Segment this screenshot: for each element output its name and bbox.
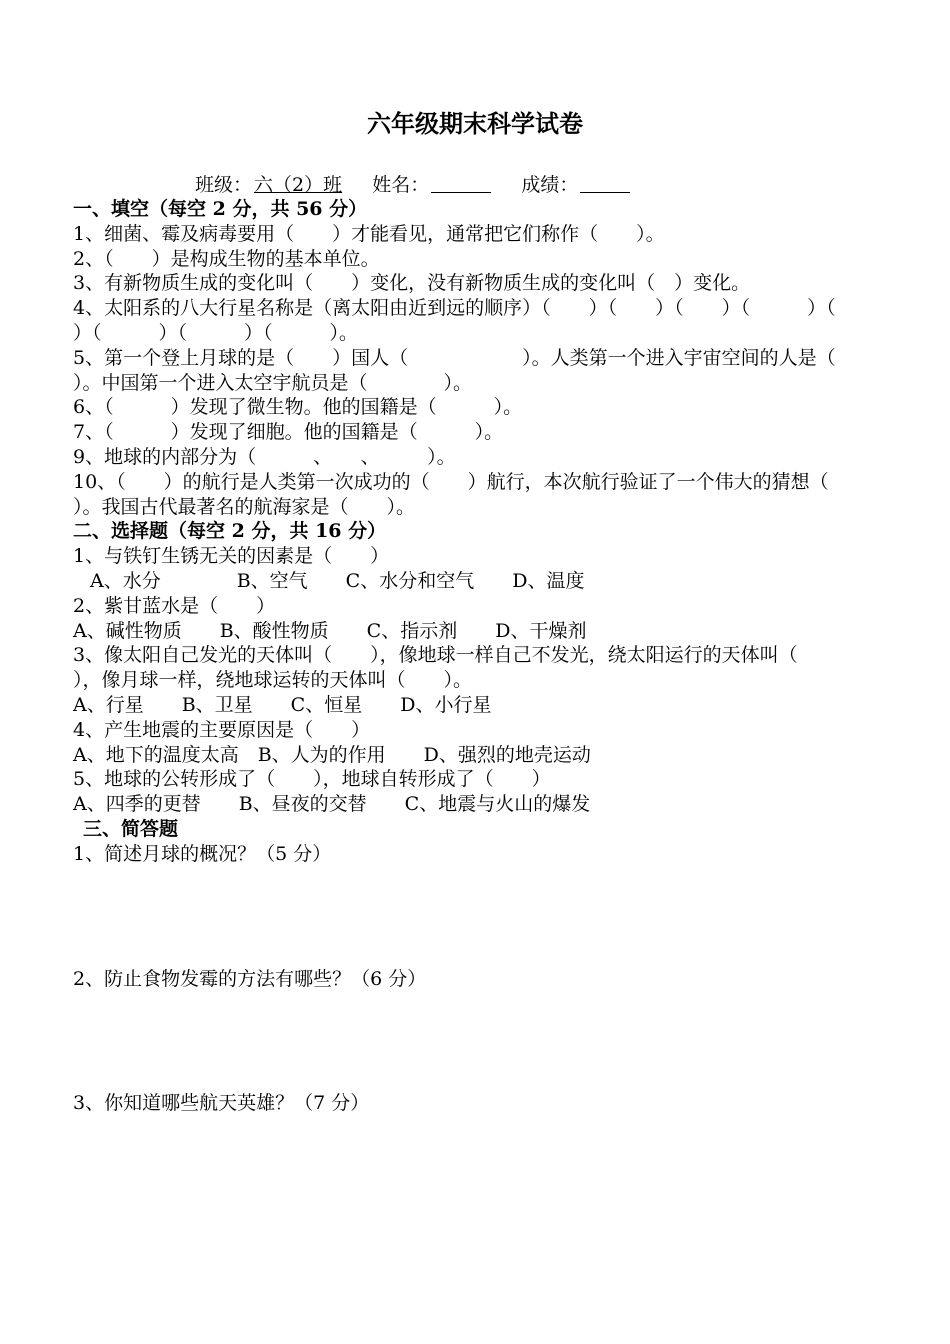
page-title: 六年级期末科学试卷: [367, 109, 583, 138]
choice-options: A、地下的温度太高 B、人为的作用 D、强烈的地壳运动: [73, 743, 591, 766]
answer-space: [73, 991, 893, 1091]
choice-options: A、四季的更替 B、昼夜的交替 C、地震与火山的爆发: [73, 793, 591, 816]
fill-question-continued: ）（ ）（ ）（ ）。: [73, 321, 359, 344]
choice-options: A、行星 B、卫星 C、恒星 D、小行星: [73, 693, 492, 716]
choice-question: 3、像太阳自己发光的天体叫（ ），像地球一样自己不发光，绕太阳运行的天体叫（: [73, 644, 798, 667]
section-3-header: 三、简答题: [83, 817, 179, 840]
class-value: 六（2）班: [254, 174, 343, 196]
fill-question: 1、细菌、霉及病毒要用（ ）才能看见，通常把它们称作（ ）。: [73, 222, 665, 245]
fill-question: 9、地球的内部分为（ 、 、 ）。: [73, 445, 456, 468]
short-answer-question: 1、简述月球的概况？（5 分）: [73, 842, 332, 865]
choice-options: A、碱性物质 B、酸性物质 C、指示剂 D、干燥剂: [73, 619, 587, 642]
fill-question: 5、第一个登上月球的是（ ）国人（ ）。人类第一个进入宇宙空间的人是（: [73, 346, 836, 369]
student-info-row: [195, 172, 630, 198]
choice-question: 2、紫甘蓝水是（ ）: [73, 594, 276, 617]
fill-question: 2、（ ）是构成生物的基本单位。: [73, 247, 380, 270]
score-label: 成绩：: [521, 174, 579, 196]
exam-body: [73, 197, 893, 1116]
name-blank: [431, 174, 491, 193]
class-label: 班级：: [195, 174, 253, 196]
fill-question: 3、有新物质生成的变化叫（ ）变化，没有新物质生成的变化叫（ ）变化。: [73, 272, 751, 295]
short-answer-question: 3、你知道哪些航天英雄？（7 分）: [73, 1092, 370, 1115]
fill-question: 7、（ ）发现了细胞。他的国籍是（ ）。: [73, 421, 504, 444]
fill-question-continued: ）。我国古代最著名的航海家是（ ）。: [73, 495, 416, 518]
choice-question: 4、产生地震的主要原因是（ ）: [73, 718, 371, 741]
choice-question-continued: ），像月球一样，绕地球运转的天体叫（ ）。: [73, 669, 473, 692]
fill-question-continued: ）。中国第一个进入太空宇航员是（ ）。: [73, 371, 473, 394]
score-blank: [580, 174, 630, 193]
answer-space: [73, 867, 893, 967]
choice-question: 1、与铁钉生锈无关的因素是（ ）: [73, 545, 390, 568]
choice-question: 5、地球的公转形成了（ ），地球自转形成了（ ）: [73, 768, 551, 791]
fill-question: 4、太阳系的八大行星名称是（离太阳由近到远的顺序）（ ）（ ）（ ）（ ）（: [73, 297, 836, 320]
name-label: 姓名：: [372, 174, 430, 196]
short-answer-question: 2、防止食物发霉的方法有哪些？（6 分）: [73, 967, 427, 990]
section-1-header: 一、填空（每空 2 分，共 56 分）: [73, 198, 368, 220]
fill-question: 6、（ ）发现了微生物。他的国籍是（ ）。: [73, 396, 523, 419]
choice-options: A、水分 B、空气 C、水分和空气 D、温度: [90, 569, 585, 592]
section-2-header: 二、选择题（每空 2 分，共 16 分）: [73, 520, 387, 543]
fill-question: 10、（ ）的航行是人类第一次成功的（ ）航行，本次航行验证了一个伟大的猜想（: [73, 470, 829, 493]
